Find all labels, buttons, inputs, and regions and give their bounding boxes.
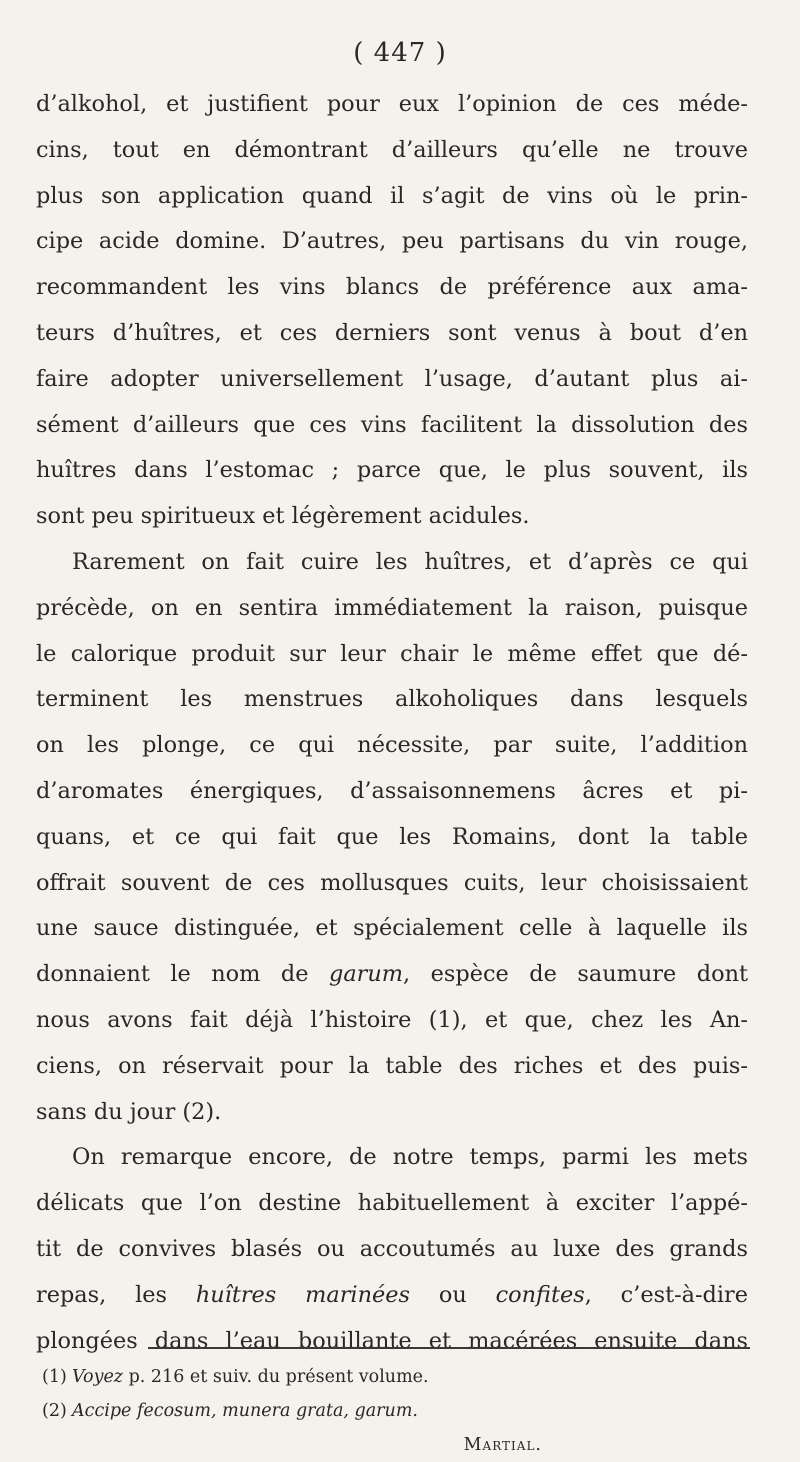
footnotes [42, 1360, 752, 1462]
text-line: cins, tout en démontrant d’ailleurs qu’elle ne trouve [36, 136, 748, 163]
text-line: on les plonge, ce qui nécessite, par suite, l’addition [36, 732, 748, 759]
footnote-attribution: Martial. [463, 1435, 542, 1455]
text-line: ciens, on réservait pour la table des riches et des puis- [36, 1052, 748, 1079]
text-line: offrait souvent de ces mollusques cuits, leur choisissaient [36, 869, 748, 896]
text-line: terminent les menstrues alkoholiques dans lesquels [36, 686, 748, 713]
footnote-1 [42, 1360, 752, 1394]
footnote-number: (1) [42, 1367, 67, 1387]
text-line: tit de convives blasés ou accoutumés au luxe des grands [36, 1235, 748, 1262]
text-line: sément d’ailleurs que ces vins facilitent la dissolution des [36, 411, 748, 438]
text-line: recommandent les vins blancs de préférence aux ama- [36, 274, 748, 301]
footnote-italic: Voyez [72, 1367, 124, 1387]
text-line: On remarque encore, de notre temps, parmi les mets [72, 1144, 748, 1171]
text-line: Rarement on fait cuire les huîtres, et d’après ce qui [72, 548, 748, 575]
footnote-text: p. 216 et suiv. du présent volume. [123, 1367, 429, 1387]
text-line: plongées dans l’eau bouillante et macérées ensuite dans [36, 1327, 748, 1354]
footnote-2 [42, 1394, 752, 1428]
text-line: le calorique produit sur leur chair le même effet que dé- [36, 640, 748, 667]
text-line: nous avons fait déjà l’histoire (1), et que, chez les An- [36, 1006, 748, 1033]
text-line: plus son application quand il s’agit de vins où le prin- [36, 182, 748, 209]
body-text [36, 82, 748, 1364]
text-line: délicats que l’on destine habituellement à exciter l’appé- [36, 1190, 748, 1217]
text-line: d’aromates énergiques, d’assaisonnemens âcres et pi- [36, 777, 748, 804]
text-line: repas, les huîtres marinées ou confites, c’est-à-dire [36, 1281, 748, 1308]
text-line: sont peu spiritueux et légèrement acidules. [36, 503, 530, 530]
footnote-divider [148, 1347, 750, 1349]
footnote-italic: Accipe fecosum, munera grata, garum. [72, 1401, 418, 1421]
text-line: teurs d’huîtres, et ces derniers sont venus à bout d’en [36, 319, 748, 346]
text-line: donnaient le nom de garum, espèce de saumure dont [36, 961, 748, 988]
text-line: précède, on en sentira immédiatement la raison, puisque [36, 594, 748, 621]
text-line: d’alkohol, et justifient pour eux l’opinion de ces méde- [36, 91, 748, 117]
text-line: une sauce distinguée, et spécialement celle à laquelle ils [36, 915, 748, 942]
text-line: faire adopter universellement l’usage, d’autant plus ai- [36, 365, 748, 392]
text-line: quans, et ce qui fait que les Romains, dont la table [36, 823, 748, 850]
text-line: cipe acide domine. D’autres, peu partisans du vin rouge, [36, 228, 748, 255]
footnote-number: (2) [42, 1401, 67, 1421]
text-line: huîtres dans l’estomac ; parce que, le plus souvent, ils [36, 457, 748, 484]
text-line: sans du jour (2). [36, 1098, 222, 1125]
page-number: ( 447 ) [353, 38, 447, 68]
